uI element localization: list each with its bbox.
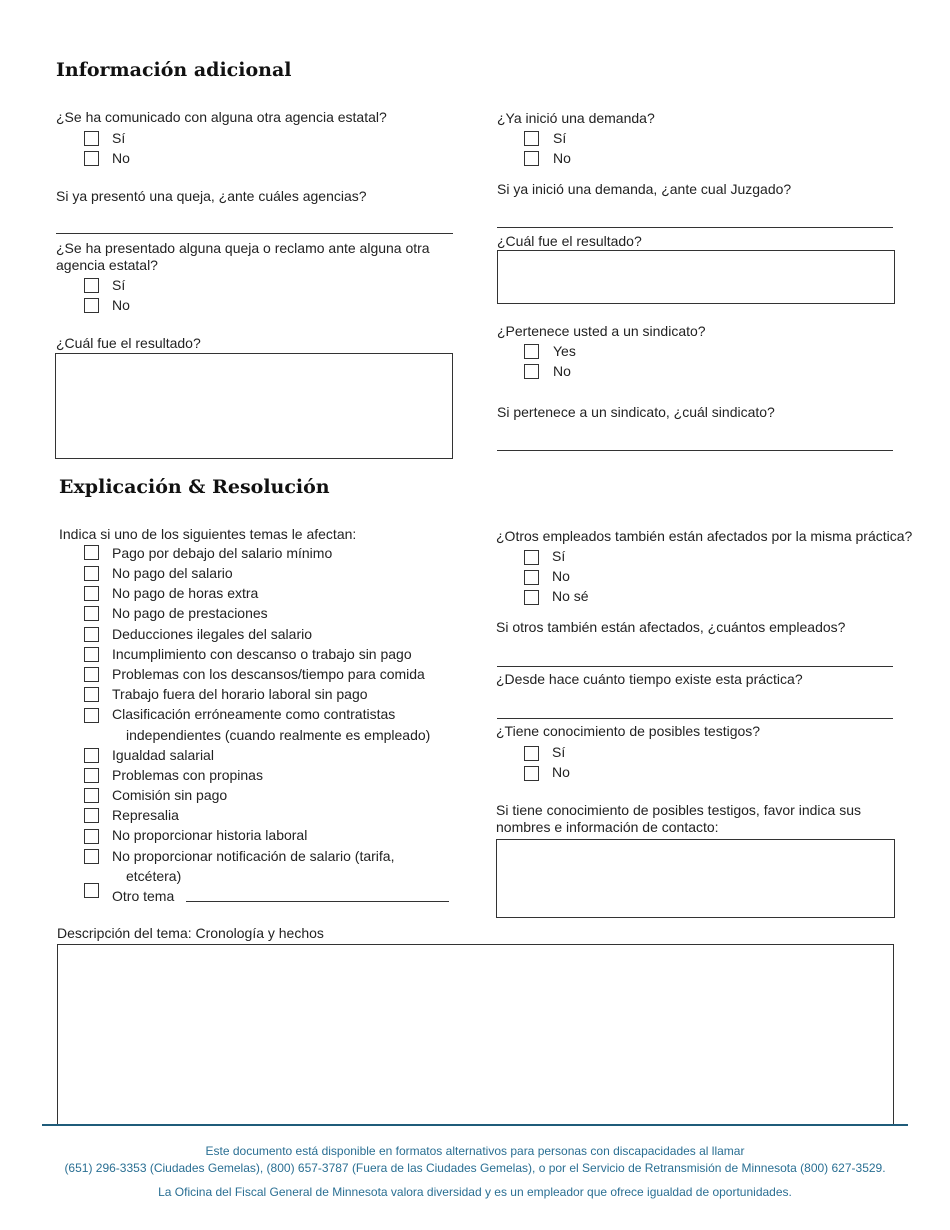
question-complaint-filed: ¿Se ha presentado alguna queja o reclamo ante alguna otra agencia estatal?: [56, 240, 430, 273]
result-textarea-left[interactable]: [55, 353, 453, 459]
checkbox-topic[interactable]: [84, 788, 99, 803]
checkbox-contact-no[interactable]: [84, 151, 99, 166]
topic-label: Incumplimiento con descanso o trabajo sin pago: [112, 646, 412, 662]
topic-label: No pago de horas extra: [112, 585, 259, 601]
checkbox-others-no[interactable]: [524, 570, 539, 585]
topic-label: Deducciones ilegales del salario: [112, 626, 313, 642]
checkbox-topic[interactable]: [84, 606, 99, 621]
footer-equal-opportunity: La Oficina del Fiscal General de Minnesota valora diversidad y es un empleador que ofrece igualdad de oportunidades.: [158, 1185, 792, 1199]
how-many-input-line[interactable]: [497, 666, 893, 667]
checkbox-topic[interactable]: [84, 768, 99, 783]
checkbox-contact-yes[interactable]: [84, 131, 99, 146]
question-which-union: Si pertenece a un sindicato, ¿cuál sindicato?: [497, 404, 775, 420]
question-which-agencies: Si ya presentó una queja, ¿ante cuáles agencias?: [56, 188, 367, 204]
section-title-explanation: Explicación & Resolución: [59, 476, 330, 498]
footer-phone-numbers: (651) 296-3353 (Ciudades Gemelas), (800) 657-3787 (Fuera de las Ciudades Gemelas), o por el Servicio de Retransmisión de Minnesota (800) 627-3529.: [64, 1161, 886, 1175]
question-which-court: Si ya inició una demanda, ¿ante cual Juzgado?: [497, 181, 792, 197]
checkbox-topic[interactable]: [84, 748, 99, 763]
topic-label: Problemas con propinas: [112, 767, 263, 783]
topics-intro: Indica si uno de los siguientes temas le afectan:: [59, 526, 357, 542]
description-label: Descripción del tema: Cronología y hechos: [57, 925, 324, 941]
topic-label: Clasificación erróneamente como contratistas: [112, 706, 396, 722]
option-label: Sí: [553, 130, 567, 146]
other-topic-label: Otro tema: [112, 888, 175, 904]
checkbox-topic[interactable]: [84, 849, 99, 864]
checkbox-union-yes[interactable]: [524, 344, 539, 359]
checkbox-topic[interactable]: [84, 586, 99, 601]
option-label: No: [552, 568, 570, 584]
checkbox-topic-other[interactable]: [84, 883, 99, 898]
topic-label-continuation: etcétera): [126, 868, 182, 884]
checkbox-topic[interactable]: [84, 687, 99, 702]
checkbox-witnesses-yes[interactable]: [524, 746, 539, 761]
which-union-input-line[interactable]: [497, 450, 893, 451]
option-label: No: [552, 764, 570, 780]
topic-label: No proporcionar notificación de salario (tarifa,: [112, 848, 395, 864]
how-long-input-line[interactable]: [497, 718, 893, 719]
other-topic-input-line[interactable]: [186, 901, 449, 902]
checkbox-topic[interactable]: [84, 708, 99, 723]
topic-label: No pago de prestaciones: [112, 605, 268, 621]
question-union: ¿Pertenece usted a un sindicato?: [497, 323, 706, 339]
option-label: No sé: [552, 588, 589, 604]
option-label: No: [553, 150, 571, 166]
footer-divider: [42, 1124, 908, 1126]
topic-label-continuation: independientes (cuando realmente es empleado): [126, 727, 431, 743]
which-court-input-line[interactable]: [497, 227, 893, 228]
option-label: Sí: [552, 744, 566, 760]
topic-label: No pago del salario: [112, 565, 233, 581]
topic-label: Pago por debajo del salario mínimo: [112, 545, 333, 561]
topic-label: Trabajo fuera del horario laboral sin pago: [112, 686, 368, 702]
topic-label: Problemas con los descansos/tiempo para comida: [112, 666, 425, 682]
footer-accessibility-text: Este documento está disponible en formatos alternativos para personas con discapacidades al llamar: [205, 1144, 745, 1158]
topic-label: Represalia: [112, 807, 179, 823]
topic-label: Igualdad salarial: [112, 747, 214, 763]
checkbox-others-yes[interactable]: [524, 550, 539, 565]
checkbox-witnesses-no[interactable]: [524, 766, 539, 781]
checkbox-topic[interactable]: [84, 829, 99, 844]
checkbox-topic[interactable]: [84, 627, 99, 642]
checkbox-topic[interactable]: [84, 566, 99, 581]
which-agencies-input-line[interactable]: [56, 233, 453, 234]
option-label: No: [112, 150, 130, 166]
checkbox-lawsuit-no[interactable]: [524, 151, 539, 166]
question-how-many: Si otros también están afectados, ¿cuántos empleados?: [496, 619, 846, 635]
checkbox-topic[interactable]: [84, 647, 99, 662]
question-others-affected: ¿Otros empleados también están afectados por la misma práctica?: [496, 528, 913, 544]
topic-label: No proporcionar historia laboral: [112, 827, 308, 843]
description-textarea[interactable]: [57, 944, 894, 1126]
checkbox-lawsuit-yes[interactable]: [524, 131, 539, 146]
checkbox-complaint-yes[interactable]: [84, 278, 99, 293]
checkbox-others-unknown[interactable]: [524, 590, 539, 605]
topic-label: Comisión sin pago: [112, 787, 228, 803]
question-witnesses: ¿Tiene conocimiento de posibles testigos?: [496, 723, 761, 739]
option-label: Sí: [112, 277, 126, 293]
question-how-long: ¿Desde hace cuánto tiempo existe esta práctica?: [496, 671, 803, 687]
option-label: Sí: [112, 130, 126, 146]
witness-info-textarea[interactable]: [496, 839, 895, 918]
result-textarea-right[interactable]: [497, 250, 895, 304]
section-title-additional-info: Información adicional: [56, 59, 292, 81]
option-label: No: [553, 363, 571, 379]
question-result-right: ¿Cuál fue el resultado?: [497, 233, 642, 249]
checkbox-topic[interactable]: [84, 667, 99, 682]
question-lawsuit: ¿Ya inició una demanda?: [497, 110, 655, 126]
checkbox-topic[interactable]: [84, 808, 99, 823]
checkbox-union-no[interactable]: [524, 364, 539, 379]
option-label: Sí: [552, 548, 566, 564]
checkbox-topic[interactable]: [84, 545, 99, 560]
option-label: No: [112, 297, 130, 313]
question-witness-info: Si tiene conocimiento de posibles testigos, favor indica sus nombres e información de contacto:: [496, 802, 861, 835]
checkbox-complaint-no[interactable]: [84, 298, 99, 313]
question-result-left: ¿Cuál fue el resultado?: [56, 335, 201, 351]
question-contact-agency: ¿Se ha comunicado con alguna otra agencia estatal?: [56, 109, 387, 125]
option-label: Yes: [553, 343, 576, 359]
